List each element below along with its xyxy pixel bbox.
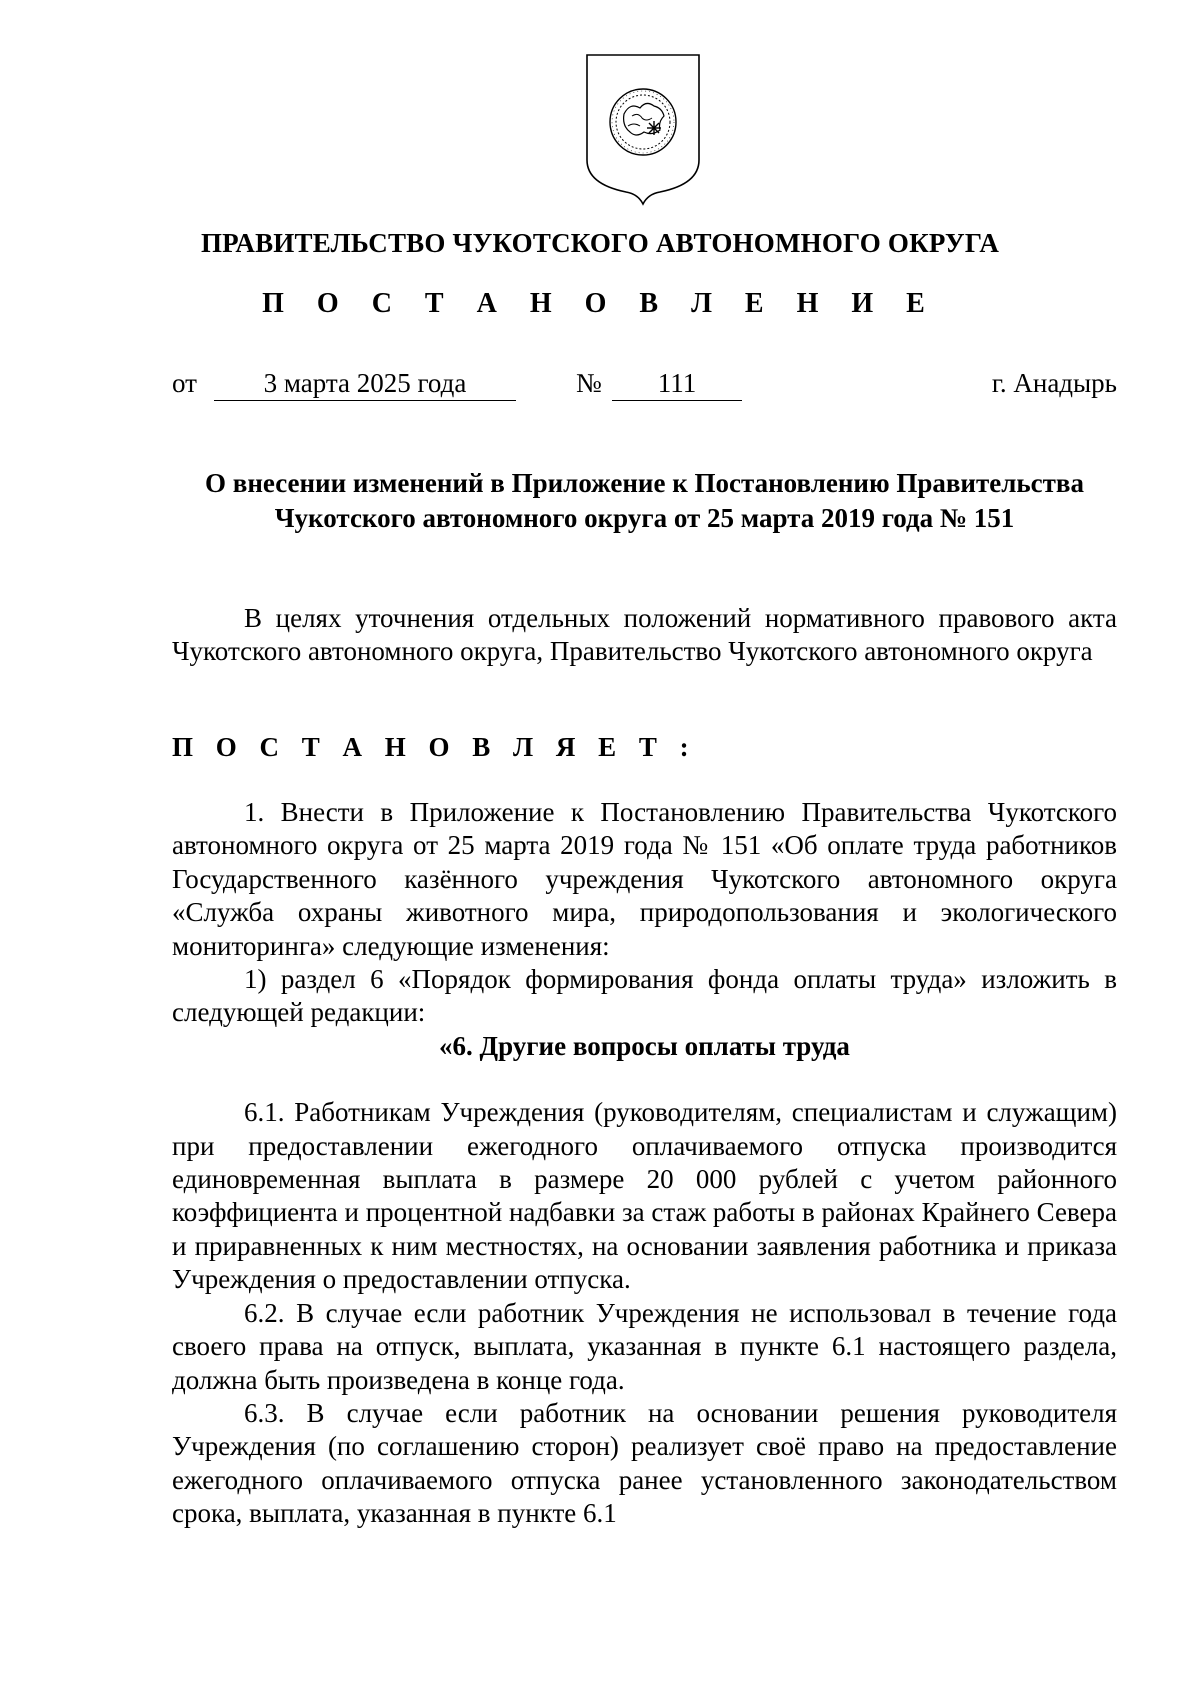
document-subject	[172, 466, 1117, 536]
date-label: от	[172, 368, 197, 398]
paragraph-6-2: 6.2. В случае если работник Учреждения не использовал в течение года своего права на отпуск, выплата, указанная в пункте 6.1 настоящего раздела, должна быть произведена в конце года.	[172, 1297, 1117, 1395]
paragraph-1: 1. Внести в Приложение к Постановлению Правительства Чукотского автономного округа от 25 марта 2019 года № 151 «Об оплате труда работников Государственного казённого учреждения Чукотского автономного округа «Служба охраны животного мира, природопользования и экологического мониторинга» следующие изменения:	[172, 797, 1117, 961]
document-number: 111	[612, 366, 742, 401]
paragraph-6-1: 6.1. Работникам Учреждения (руководителям, специалистам и служащим) при предоставлении ежегодного оплачиваемого отпуска производится единовременная выплата в размере 20 000 рублей с учетом районного коэффициента и процентной надбавки за стаж работы в районах Крайнего Севера и приравненных к ним местностях, на основании заявления работника и приказа Учреждения о предоставлении отпуска.	[172, 1097, 1117, 1295]
document-date: 3 марта 2025 года	[214, 366, 516, 401]
organization-title: ПРАВИТЕЛЬСТВО ЧУКОТСКОГО АВТОНОМНОГО ОКРУГА	[200, 228, 1000, 258]
document-type: П О С Т А Н О В Л Е Н И Е	[262, 288, 938, 319]
section-heading: «6. Другие вопросы оплаты труда	[439, 1030, 850, 1061]
preamble-text: В целях уточнения отдельных положений нормативного правового акта Чукотского автономного округа, Правительство Чукотского автономного округа	[172, 603, 1117, 667]
paragraph-1-1: 1) раздел 6 «Порядок формирования фонда оплаты труда» изложить в следующей редакции:	[172, 964, 1117, 1028]
subject-line-2: Чукотского автономного округа от 25 марта 2019 года № 151	[274, 503, 1015, 533]
document-meta	[172, 366, 1117, 406]
resolves-heading: П О С Т А Н О В Л Я Е Т :	[172, 732, 697, 762]
document-body	[172, 796, 1117, 1531]
document-city: г. Анадырь	[991, 368, 1117, 398]
number-label: №	[576, 368, 602, 398]
paragraph-6-3: 6.3. В случае если работник на основании решения руководителя Учреждения (по соглашению сторон) реализует своё право на предоставление ежегодного оплачиваемого отпуска ранее установленного законодательством срока, выплата, указанная в пункте 6.1	[172, 1397, 1117, 1529]
subject-line-1: О внесении изменений в Приложение к Постановлению Правительства	[205, 468, 1084, 498]
preamble	[172, 602, 1117, 669]
chukotka-coat-of-arms-icon	[584, 52, 702, 206]
